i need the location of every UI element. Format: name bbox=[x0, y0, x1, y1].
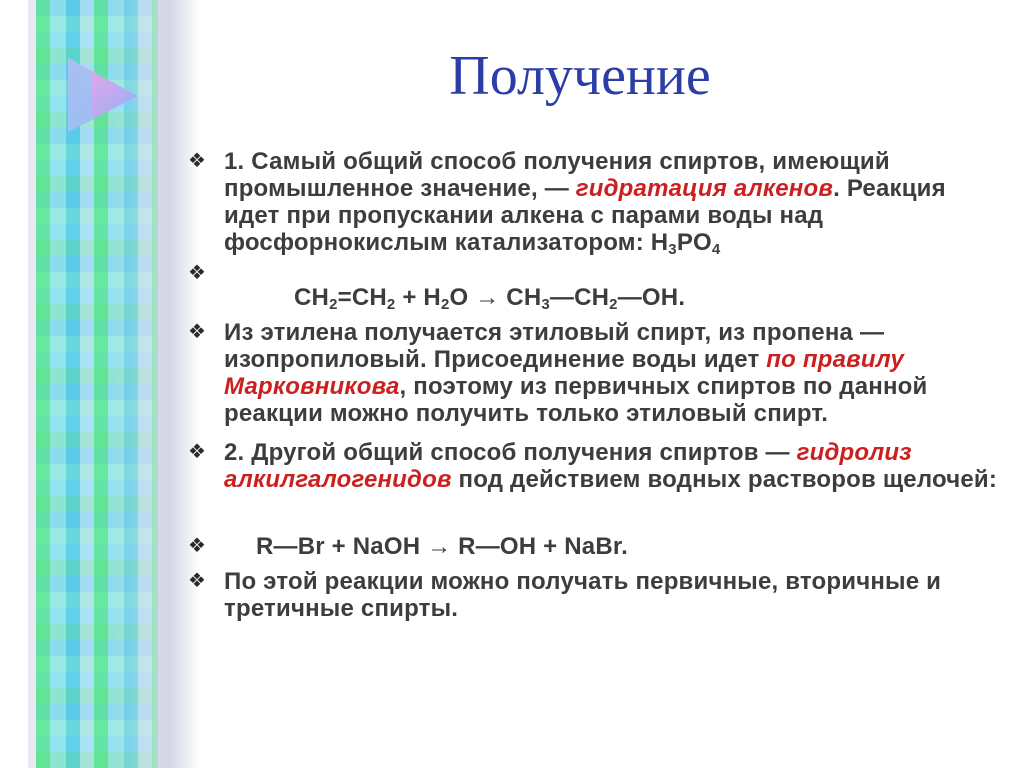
bullet-markovnikov bbox=[186, 319, 1006, 427]
bullet-conclusion bbox=[186, 568, 1006, 622]
reaction-2-equation: R—Br + NaOH → R—OH + NaBr. bbox=[256, 533, 628, 560]
bullet-method-2 bbox=[186, 439, 1006, 493]
method1-text-a: 1. Самый общий способ получения спиртов, имеющий промышленное значение, — bbox=[224, 148, 890, 202]
slide-title: Получение bbox=[449, 45, 711, 107]
method2-highlight: гидролиз алкилгалогенидов bbox=[224, 439, 912, 493]
catalyst-mid: PO bbox=[676, 229, 712, 256]
catalyst-subscript-1: 3 bbox=[668, 241, 677, 258]
bullet-reaction-2 bbox=[186, 533, 1006, 560]
diamond-bullet-icon: ❖ bbox=[188, 535, 207, 557]
diamond-bullet-icon: ❖ bbox=[188, 570, 207, 592]
diamond-bullet-icon: ❖ bbox=[188, 441, 207, 463]
method2-text-b: под действием водных растворов щелочей: bbox=[451, 466, 998, 493]
catalyst-subscript-2: 4 bbox=[711, 241, 721, 258]
diamond-bullet-icon: ❖ bbox=[188, 321, 207, 343]
content-area bbox=[186, 148, 1006, 622]
bullet-method-1 bbox=[186, 148, 1006, 256]
method1-text-b: . Реакция идет при пропускании алкена с парами воды над фосфорнокислым катализатором: H bbox=[224, 175, 946, 256]
method2-text-a: 2. Другой общий способ получения спиртов — bbox=[224, 439, 797, 466]
play-arrow-icon bbox=[62, 54, 142, 134]
diamond-bullet-icon: ❖ bbox=[188, 150, 207, 172]
conclusion-text: По этой реакции можно получать первичные, вторичные и третичные спирты. bbox=[224, 568, 942, 622]
reaction-1-equation: $CH_2=CH_2 + H_2O$ → $CH_3—CH_2—OH$. bbox=[294, 284, 686, 313]
bullet-reaction-1 bbox=[186, 260, 1006, 311]
diamond-bullet-icon: ❖ bbox=[188, 262, 207, 284]
markovnikov-text-a: Из этилена получается этиловый спирт, из пропена — изопропиловый. Присоединение воды идет bbox=[224, 319, 885, 373]
markovnikov-text-b: , поэтому из первичных спиртов по данной реакции можно получить только этиловый спирт. bbox=[224, 373, 928, 427]
method1-highlight: гидратация алкенов bbox=[575, 175, 834, 202]
markovnikov-highlight: по правилу Марковникова bbox=[224, 346, 905, 400]
